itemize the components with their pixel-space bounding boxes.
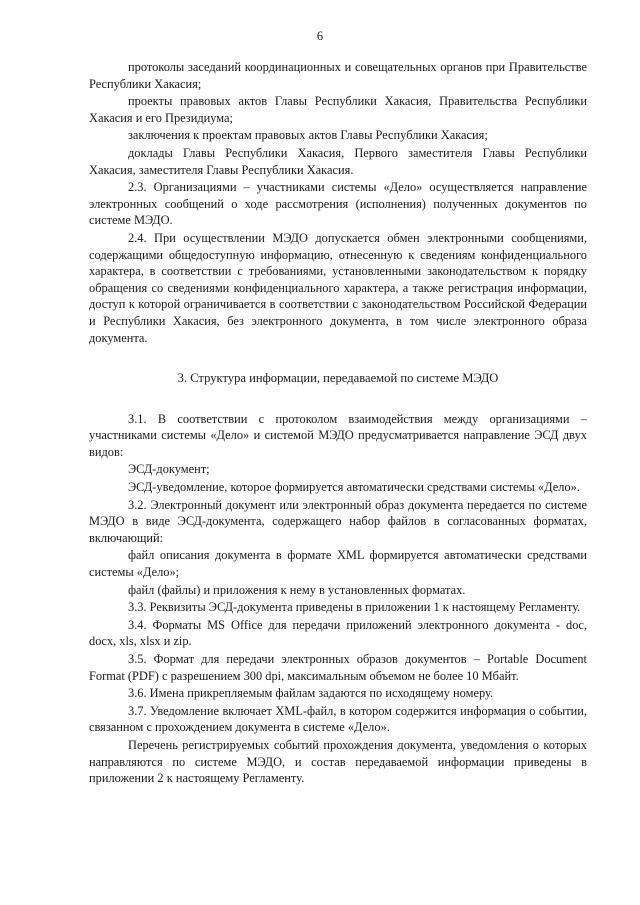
- document-body: [89, 59, 587, 787]
- paragraph-3-5: 3.5. Формат для передачи электронных образов документов – Portable Document Format (PDF) с разрешением 300 dpi, максимальным объемом не более 10 Мбайт.: [89, 652, 587, 683]
- paragraph-3-4: 3.4. Форматы MS Office для передачи приложений электронного документа - doc, docx, xls, xlsx и zip.: [89, 617, 587, 649]
- paragraph: проекты правовых актов Главы Республики Хакасия, Правительства Республики Хакасия и его Президиума;: [89, 94, 587, 125]
- list-item: файл (файлы) и приложения к нему в установленных форматах.: [128, 582, 466, 597]
- paragraph-2-3: 2.3. Организациями – участниками системы «Дело» осуществляется направление электронных сообщений о ходе рассмотрения (исполнения) полученных документов по системе МЭДО.: [89, 180, 587, 228]
- list-item: файл описания документа в формате XML формируется автоматически средствами системы «Дело»;: [89, 548, 587, 580]
- paragraph: протоколы заседаний координационных и совещательных органов при Правительстве Республики Хакасия;: [89, 60, 587, 91]
- page-number: 6: [316, 29, 324, 43]
- section-heading: 3. Структура информации, передаваемой по системе МЭДО: [177, 371, 499, 386]
- paragraph-3-1: 3.1. В соответствии с протоколом взаимодействия между организациями – участниками системы «Дело» и системой МЭДО предусматривается направление ЭСД двух видов:: [89, 411, 587, 459]
- paragraph: доклады Главы Республики Хакасия, Первого заместителя Главы Республики Хакасия, заместителя Главы Республики Хакасия.: [89, 145, 587, 177]
- paragraph-2-4: 2.4. При осуществлении МЭДО допускается обмен электронными сообщениями, содержащими общедоступную информацию, отнесенную к сведениям конфиденциального характера, в соответствии с требованиями, установленными законодательством к порядку обращения со сведениями конфиденциального характера, а также регистрация информации, доступ к которой ограничивается в соответствии с законодательством Российской Федерации и Республики Хакасия, без электронного документа, в том числе электронного образа документа.: [89, 230, 587, 345]
- list-item: ЭСД-уведомление, которое формируется автоматически средствами системы «Дело».: [128, 480, 580, 495]
- paragraph: заключения к проектам правовых актов Главы Республики Хакасия;: [128, 128, 488, 143]
- paragraph-3-3: 3.3. Реквизиты ЭСД-документа приведены в приложении 1 к настоящему Регламенту.: [128, 600, 581, 615]
- paragraph-3-2: 3.2. Электронный документ или электронный образ документа передается по системе МЭДО в виде ЭСД-документа, содержащего набор файлов в согласованных форматах, включающий:: [89, 497, 587, 545]
- paragraph: Перечень регистрируемых событий прохождения документа, уведомления о которых направляются по системе МЭДО, и состав передаваемой информации приведены в приложении 2 к настоящему Регламенту.: [89, 737, 587, 786]
- paragraph-3-6: 3.6. Имена прикрепляемым файлам задаются по исходящему номеру.: [128, 686, 494, 701]
- paragraph-3-7: 3.7. Уведомление включает XML-файл, в котором содержится информация о событии, связанном с прохождением документа в системе «Дело».: [89, 703, 587, 735]
- list-item: ЭСД-документ;: [128, 462, 210, 477]
